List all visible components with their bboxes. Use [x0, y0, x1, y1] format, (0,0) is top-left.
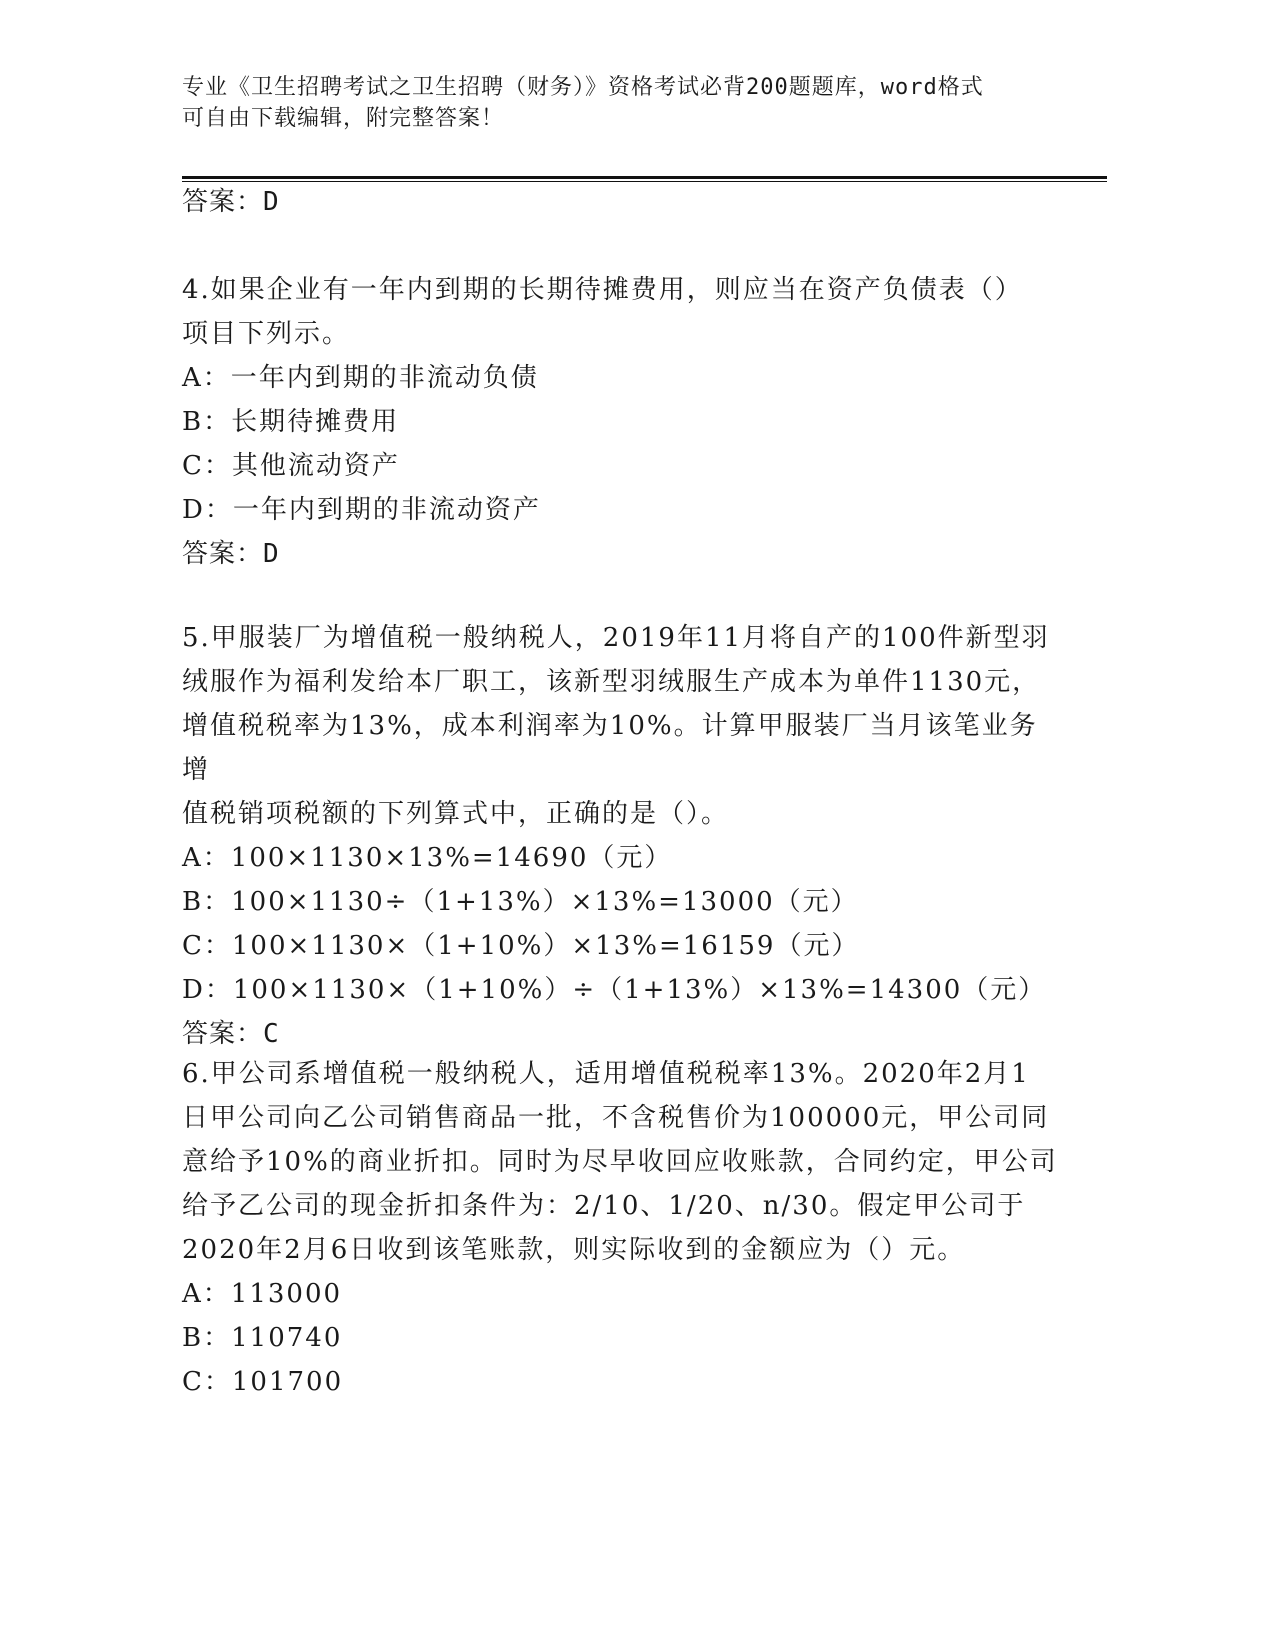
question-5-option-d: D：100×1130×（1+10%）÷（1+13%）×13%=14300（元） — [182, 975, 1047, 1005]
question-6-option-b: B：110740 — [182, 1323, 343, 1353]
question-4-option-c: C：其他流动资产 — [182, 451, 400, 481]
question-4-line-1: 4.如果企业有一年内到期的长期待摊费用，则应当在资产负债表（） — [182, 275, 1023, 305]
question-6-line-4: 给予乙公司的现金折扣条件为：2/10、1/20、n/30。假定甲公司于 — [182, 1191, 1026, 1221]
question-4-option-d: D：一年内到期的非流动资产 — [182, 495, 541, 525]
previous-answer-block — [182, 180, 1062, 224]
question-5-line-3: 增值税税率为13%，成本利润率为10%。计算甲服装厂当月该笔业务增 — [182, 711, 1038, 785]
header-divider-thick — [182, 176, 1107, 179]
previous-answer: 答案：D — [182, 187, 280, 217]
question-6-line-5: 2020年2月6日收到该笔账款，则实际收到的金额应为（）元。 — [182, 1235, 966, 1265]
question-6-line-2: 日甲公司向乙公司销售商品一批，不含税售价为100000元，甲公司同 — [182, 1103, 1050, 1133]
question-5 — [182, 616, 1062, 1056]
question-5-option-a: A：100×1130×13%=14690（元） — [182, 843, 673, 873]
question-5-line-2: 绒服作为福利发给本厂职工，该新型羽绒服生产成本为单件1130元， — [182, 667, 1041, 697]
question-4-answer: 答案：D — [182, 539, 280, 569]
question-5-option-b: B：100×1130÷（1+13%）×13%=13000（元） — [182, 887, 859, 917]
header-line-2: 可自由下载编辑，附完整答案！ — [182, 106, 505, 131]
header-line-1: 专业《卫生招聘考试之卫生招聘（财务）》资格考试必背200题题库，word格式 — [182, 75, 984, 100]
question-6-option-c: C：101700 — [182, 1367, 344, 1397]
question-6-line-3: 意给予10%的商业折扣。同时为尽早收回应收账款，合同约定，甲公司 — [182, 1147, 1058, 1177]
question-4-option-a: A：一年内到期的非流动负债 — [182, 363, 539, 393]
question-5-line-1: 5.甲服装厂为增值税一般纳税人，2019年11月将自产的100件新型羽 — [182, 623, 1050, 653]
question-6-line-1: 6.甲公司系增值税一般纳税人，适用增值税税率13%。2020年2月1 — [182, 1059, 1030, 1089]
document-header — [182, 72, 1082, 134]
question-4-option-b: B：长期待摊费用 — [182, 407, 400, 437]
question-5-option-c: C：100×1130×（1+10%）×13%=16159（元） — [182, 931, 860, 961]
question-4-line-2: 项目下列示。 — [182, 319, 351, 349]
question-6-option-a: A：113000 — [182, 1279, 343, 1309]
question-5-line-4: 值税销项税额的下列算式中，正确的是（）。 — [182, 799, 730, 829]
question-5-answer: 答案：C — [182, 1019, 280, 1049]
question-4 — [182, 268, 1062, 576]
question-6 — [182, 1052, 1062, 1404]
